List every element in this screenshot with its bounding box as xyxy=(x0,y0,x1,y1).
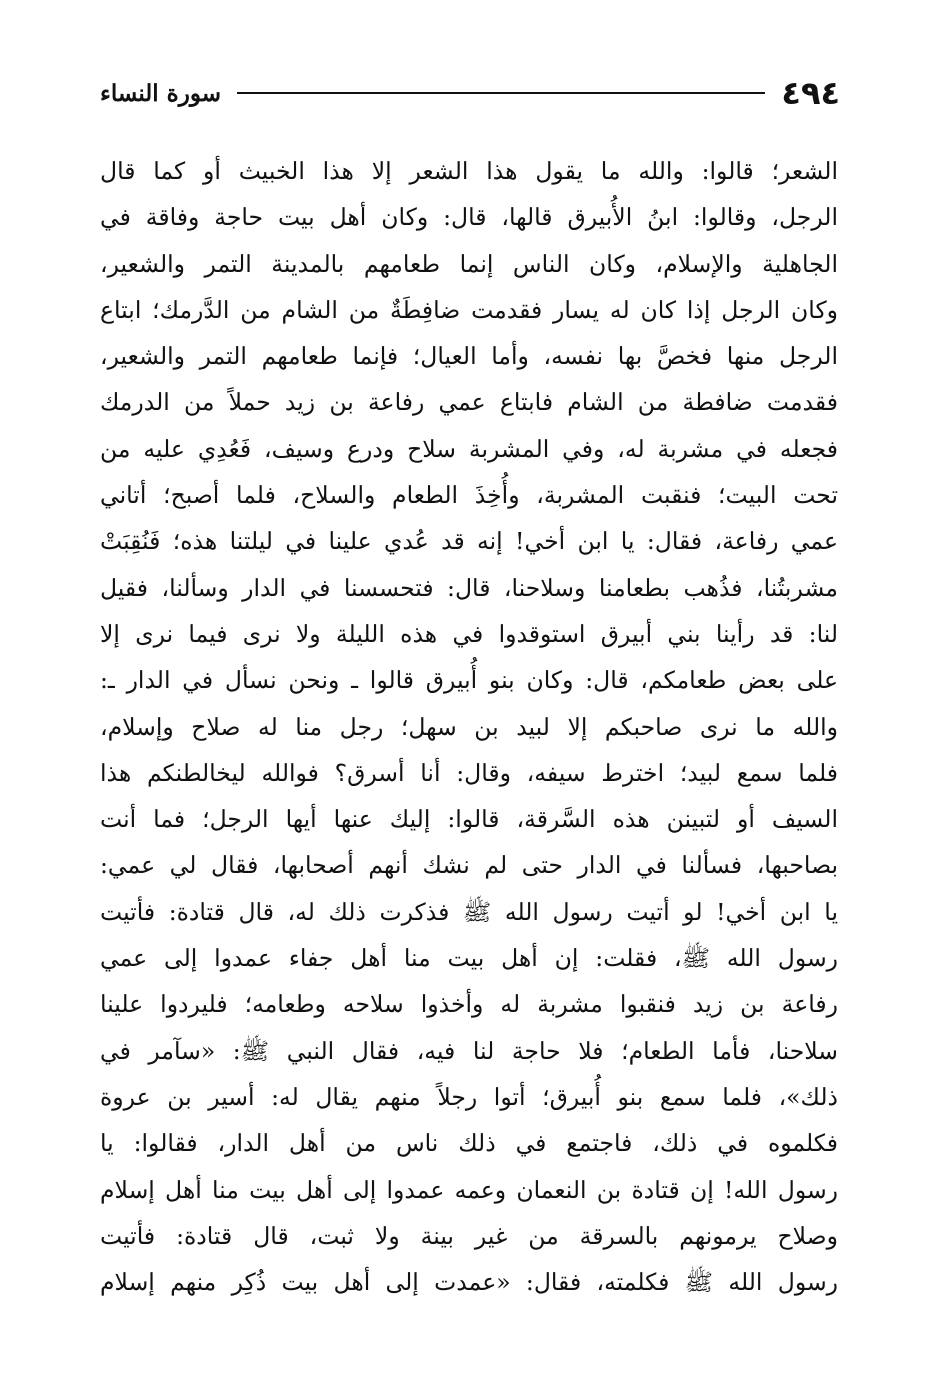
text-line: فلما سمع لبيد؛ اخترط سيفه، وقال: أنا أسرق؟ فوالله ليخالطنكم هذا xyxy=(100,758,838,787)
text-line: الرجل منها فخصَّ بها نفسه، وأما العيال؛ فإنما طعامهم التمر والشعير، xyxy=(100,342,838,371)
text-line: وكان الرجل إذا كان له يسار فقدمت ضافِطَةٌ من الشام من الدَّرمك؛ ابتاع xyxy=(100,295,838,324)
body-text xyxy=(100,148,838,1305)
text-line: رسول الله ﷺ، فقلت: إن أهل بيت منا أهل جفاء عمدوا إلى عمي xyxy=(100,944,838,973)
header-rule xyxy=(237,92,765,94)
page-number: ٤٩٤ xyxy=(781,74,840,112)
surah-title: سورة النساء xyxy=(100,79,221,107)
text-line: الجاهلية والإسلام، وكان الناس إنما طعامهم بالمدينة التمر والشعير، xyxy=(100,249,838,278)
text-line: ذلك»، فلما سمع بنو أُبيرق؛ أتوا رجلاً منهم يقال له: أسير بن عروة xyxy=(100,1082,838,1111)
text-line: فقدمت ضافطة من الشام فابتاع عمي رفاعة بن زيد حملاً من الدرمك xyxy=(100,388,838,417)
text-line: بصاحبها، فسألنا في الدار حتى لم نشك أنهم أصحابها، فقال لي عمي: xyxy=(100,851,838,880)
text-line: رسول الله! إن قتادة بن النعمان وعمه عمدوا إلى أهل بيت منا أهل إسلام xyxy=(100,1175,838,1204)
text-line: فكلموه في ذلك، فاجتمع في ذلك ناس من أهل الدار، فقالوا: يا xyxy=(100,1129,838,1158)
text-line: الرجل، وقالوا: ابنُ الأُبيرق قالها، قال: وكان أهل بيت حاجة وفاقة في xyxy=(100,203,838,232)
text-line: لنا: قد رأينا بني أبيرق استوقدوا في هذه الليلة ولا نرى فيما نرى إلا xyxy=(100,619,838,648)
text-line: الشعر؛ قالوا: والله ما يقول هذا الشعر إلا هذا الخبيث أو كما قال xyxy=(100,157,838,185)
text-line: فجعله في مشربة له، وفي المشربة سلاح ودرع وسيف، فَعُدِي عليه من xyxy=(100,434,838,463)
text-line: عمي رفاعة، فقال: يا ابن أخي! إنه قد عُدي علينا في ليلتنا هذه؛ فَنُقِبَتْ xyxy=(100,527,838,556)
text-line: وصلاح يرمونهم بالسرقة من غير بينة ولا ثبت، قال قتادة: فأتيت xyxy=(100,1221,838,1250)
text-line: السيف أو لتبينن هذه السَّرقة، قالوا: إليك عنها أيها الرجل؛ فما أنت xyxy=(100,805,838,834)
text-line: سلاحنا، فأما الطعام؛ فلا حاجة لنا فيه، فقال النبي ﷺ: «سآمر في xyxy=(100,1036,838,1065)
text-line: على بعض طعامكم، قال: وكان بنو أُبيرق قالوا ـ ونحن نسأل في الدار ـ: xyxy=(100,666,838,695)
text-line: رفاعة بن زيد فنقبوا مشربة له وأخذوا سلاحه وطعامه؛ فليردوا علينا xyxy=(100,990,838,1019)
text-line: تحت البيت؛ فنقبت المشربة، وأُخِذَ الطعام والسلاح، فلما أصبح؛ أتاني xyxy=(100,481,838,510)
text-line: يا ابن أخي! لو أتيت رسول الله ﷺ فذكرت ذلك له، قال قتادة: فأتيت xyxy=(100,897,838,926)
page-header xyxy=(100,68,840,118)
text-line: مشربتُنا، فذُهب بطعامنا وسلاحنا، قال: فتحسسنا في الدار وسألنا، فقيل xyxy=(100,573,838,602)
text-line: رسول الله ﷺ فكلمته، فقال: «عمدت إلى أهل بيت ذُكِر منهم إسلام xyxy=(100,1268,838,1297)
text-line: والله ما نرى صاحبكم إلا لبيد بن سهل؛ رجل منا له صلاح وإسلام، xyxy=(100,712,838,741)
